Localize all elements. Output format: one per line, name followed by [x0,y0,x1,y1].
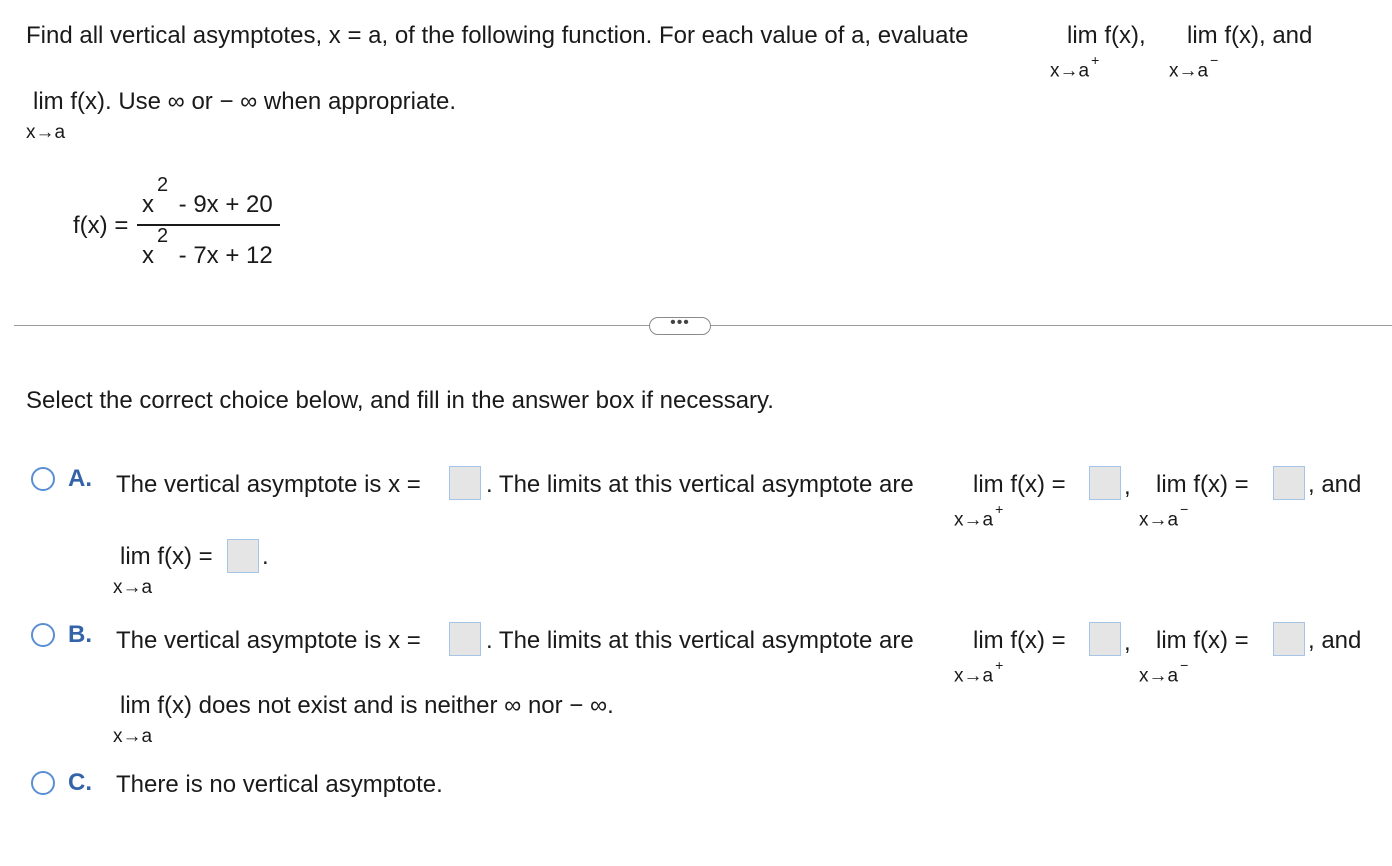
function-denominator [142,225,273,270]
choice-b-asymptote-input[interactable] [449,622,481,656]
limit-sub: x→a [1050,60,1090,82]
limit-left-text: lim f(x), and [1187,22,1313,49]
comma: , [1124,629,1131,656]
choice-b-limit-left-input[interactable] [1273,622,1305,656]
question-intro: Find all vertical asymptotes, x = a, of the following function. For each value of a, evaluate [26,22,969,49]
choice-a-text: The vertical asymptote is x = [116,471,421,498]
denominator-x: x [142,242,154,269]
limit-sub: x→a [1169,60,1209,82]
limit-sub: x→a [26,122,66,143]
limit-right-text: lim f(x), [1067,22,1146,49]
choice-a-limit-left-input[interactable] [1273,466,1305,500]
minus-sign: − [1180,657,1189,673]
limit-sub: x→a [113,726,153,747]
and-text: , and [1308,627,1362,654]
limit-right-text: lim f(x) = [973,471,1066,498]
choice-b-radio[interactable] [31,623,55,647]
limit-dne-text: lim f(x) does not exist and is neither ∞ nor − ∞. [120,692,614,719]
limit-right-text: lim f(x) = [973,627,1066,654]
choice-b-limit-right-input[interactable] [1089,622,1121,656]
limit-instruction-text: lim f(x). Use ∞ or − ∞ when appropriate. [33,88,457,115]
choice-c-letter: C. [68,769,92,796]
instruction-text: Select the correct choice below, and fill in the answer box if necessary. [26,387,774,414]
plus-sign: + [995,501,1004,517]
plus-sign: + [995,657,1004,673]
denominator-exponent: 2 [157,225,169,247]
period: . [262,543,269,570]
limit-left-text: lim f(x) = [1156,471,1249,498]
limit-sub: x→a [1139,665,1179,687]
numerator-exponent: 2 [157,174,169,196]
choice-c-radio[interactable] [31,771,55,795]
choice-a-limit-right-input[interactable] [1089,466,1121,500]
numerator-rest: - 9x + 20 [172,191,273,218]
denominator-rest: - 7x + 12 [172,242,273,269]
choice-a-letter: A. [68,465,92,492]
choice-a-text2: . The limits at this vertical asymptote are [486,471,914,498]
numerator-x: x [142,191,154,218]
function-label: f(x) = [73,212,129,239]
limit-sub: x→a [113,577,153,598]
limit-sub: x→a [1139,509,1179,531]
choice-b-letter: B. [68,621,92,648]
choice-b-text2: . The limits at this vertical asymptote are [486,627,914,654]
expand-dots-button[interactable]: ••• [649,317,711,335]
limit-sub: x→a [954,509,994,531]
and-text: , and [1308,471,1362,498]
choice-a-radio[interactable] [31,467,55,491]
function-numerator [142,174,273,219]
minus-sign: − [1210,52,1219,68]
limit-left-text: lim f(x) = [1156,627,1249,654]
limit-sub: x→a [954,665,994,687]
plus-sign: + [1091,52,1100,68]
choice-a-limit-two-sided-input[interactable] [227,539,259,573]
choice-c-text: There is no vertical asymptote. [116,771,443,798]
limit-two-sided-text: lim f(x) = [120,543,213,570]
comma: , [1124,473,1131,500]
choice-a-asymptote-input[interactable] [449,466,481,500]
choice-b-text: The vertical asymptote is x = [116,627,421,654]
minus-sign: − [1180,501,1189,517]
